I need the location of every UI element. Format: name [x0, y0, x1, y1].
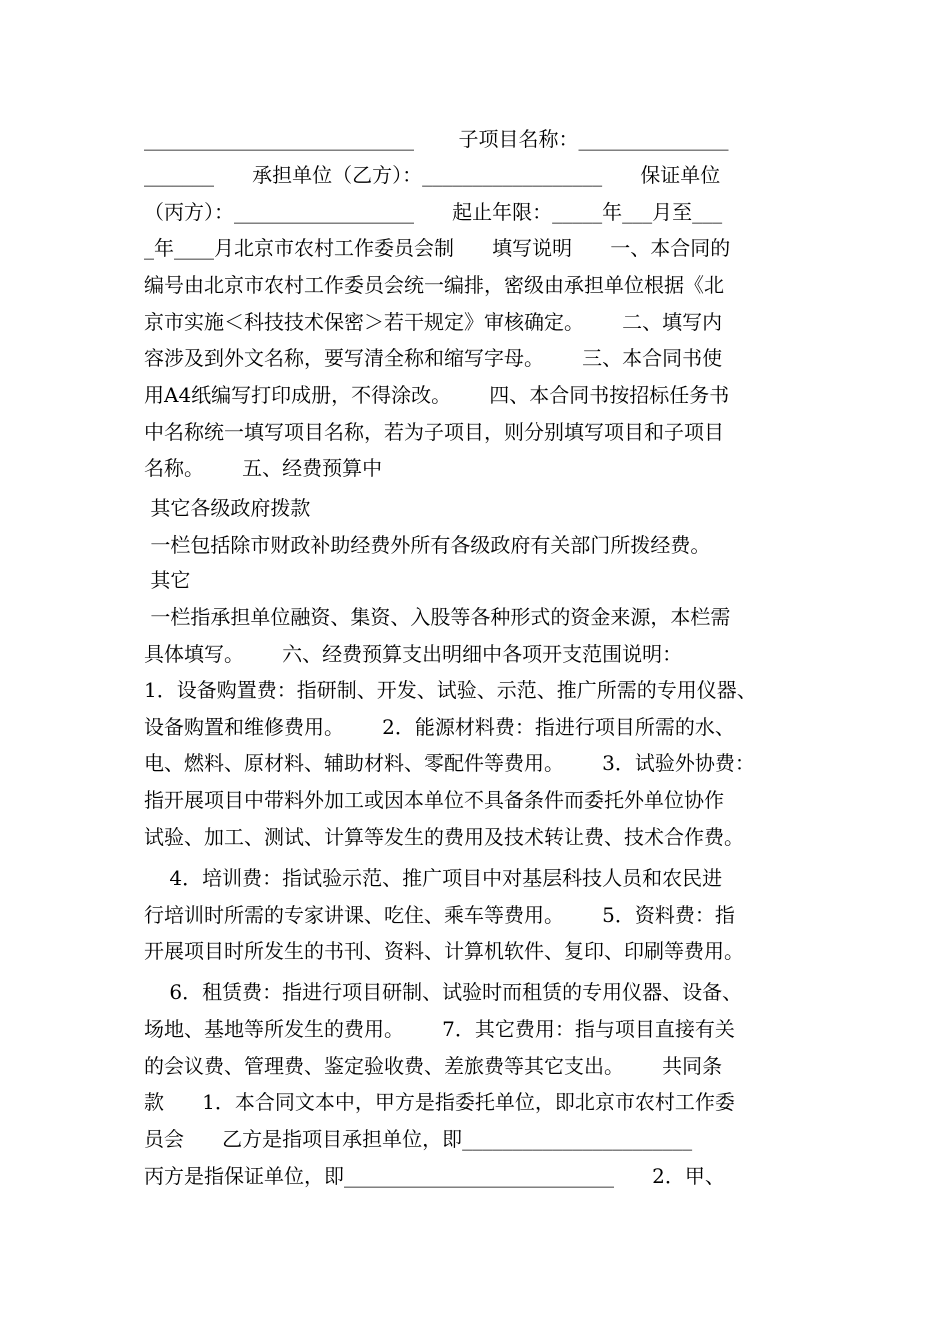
text-line: 容涉及到外文名称，要写清全称和缩写字母。 三、本合同书使 [144, 346, 723, 370]
text-line: 1．设备购置费：指研制、开发、试验、示范、推广所需的专用仪器、 [144, 678, 757, 702]
text-line: _______ 承担单位（乙方）：__________________ 保证单位 [144, 163, 721, 187]
text-line: 一栏包括除市财政补助经费外所有各级政府有关部门所拨经费。 [144, 533, 711, 557]
text-line: 员会 乙方是指项目承担单位，即_______________________ [144, 1127, 693, 1151]
text-line: 编号由北京市农村工作委员会统一编排，密级由承担单位根据《北 [144, 273, 724, 297]
text-line: 款 1．本合同文本中，甲方是指委托单位，即北京市农村工作委 [144, 1090, 735, 1114]
text-line: 行培训时所需的专家讲课、吃住、乘车等费用。 5．资料费：指 [144, 903, 735, 927]
text-line: 其它各级政府拨款 [144, 496, 311, 520]
text-line: 名称。 五、经费预算中 [144, 456, 383, 480]
text-line: 试验、加工、测试、计算等发生的费用及技术转让费、技术合作费。 [144, 825, 744, 849]
text-line: 中名称统一填写项目名称，若为子项目，则分别填写项目和子项目 [144, 420, 724, 444]
text-line: 开展项目时所发生的书刊、资料、计算机软件、复印、印刷等费用。 [144, 939, 744, 963]
text-line: _年____月北京市农村工作委员会制 填写说明 一、本合同的 [144, 236, 731, 260]
text-line: （丙方）：__________________ 起止年限：_____年___月至___ [144, 200, 723, 224]
text-line: 指开展项目中带料外加工或因本单位不具备条件而委托外单位协作 [144, 788, 724, 812]
text-line: 一栏指承担单位融资、集资、入股等各种形式的资金来源，本栏需 [144, 605, 731, 629]
text-line: 6．租赁费：指进行项目研制、试验时而租赁的专用仪器、设备、 [144, 980, 743, 1004]
text-line: 其它 [144, 568, 191, 592]
text-line: 京市实施＜科技技术保密＞若干规定》审核确定。 二、填写内 [144, 310, 723, 334]
text-line: 的会议费、管理费、鉴定验收费、差旅费等其它支出。 共同条 [144, 1054, 723, 1078]
text-line: 场地、基地等所发生的费用。 7．其它费用：指与项目直接有关 [144, 1017, 735, 1041]
text-line: 电、燃料、原材料、辅助材料、零配件等费用。 3．试验外协费： [144, 751, 755, 775]
text-line: 丙方是指保证单位，即___________________________ 2．甲、 [144, 1164, 725, 1188]
text-line: 具体填写。 六、经费预算支出明细中各项开支范围说明： [144, 642, 683, 666]
text-line: 用A4纸编写打印成册，不得涂改。 四、本合同书按招标任务书 [144, 383, 730, 407]
text-line: 设备购置和维修费用。 2．能源材料费：指进行项目所需的水、 [144, 715, 735, 739]
text-line: 4．培训费：指试验示范、推广项目中对基层科技人员和农民进 [144, 866, 723, 890]
text-line: ___________________________ 子项目名称：_______________ [144, 127, 729, 151]
